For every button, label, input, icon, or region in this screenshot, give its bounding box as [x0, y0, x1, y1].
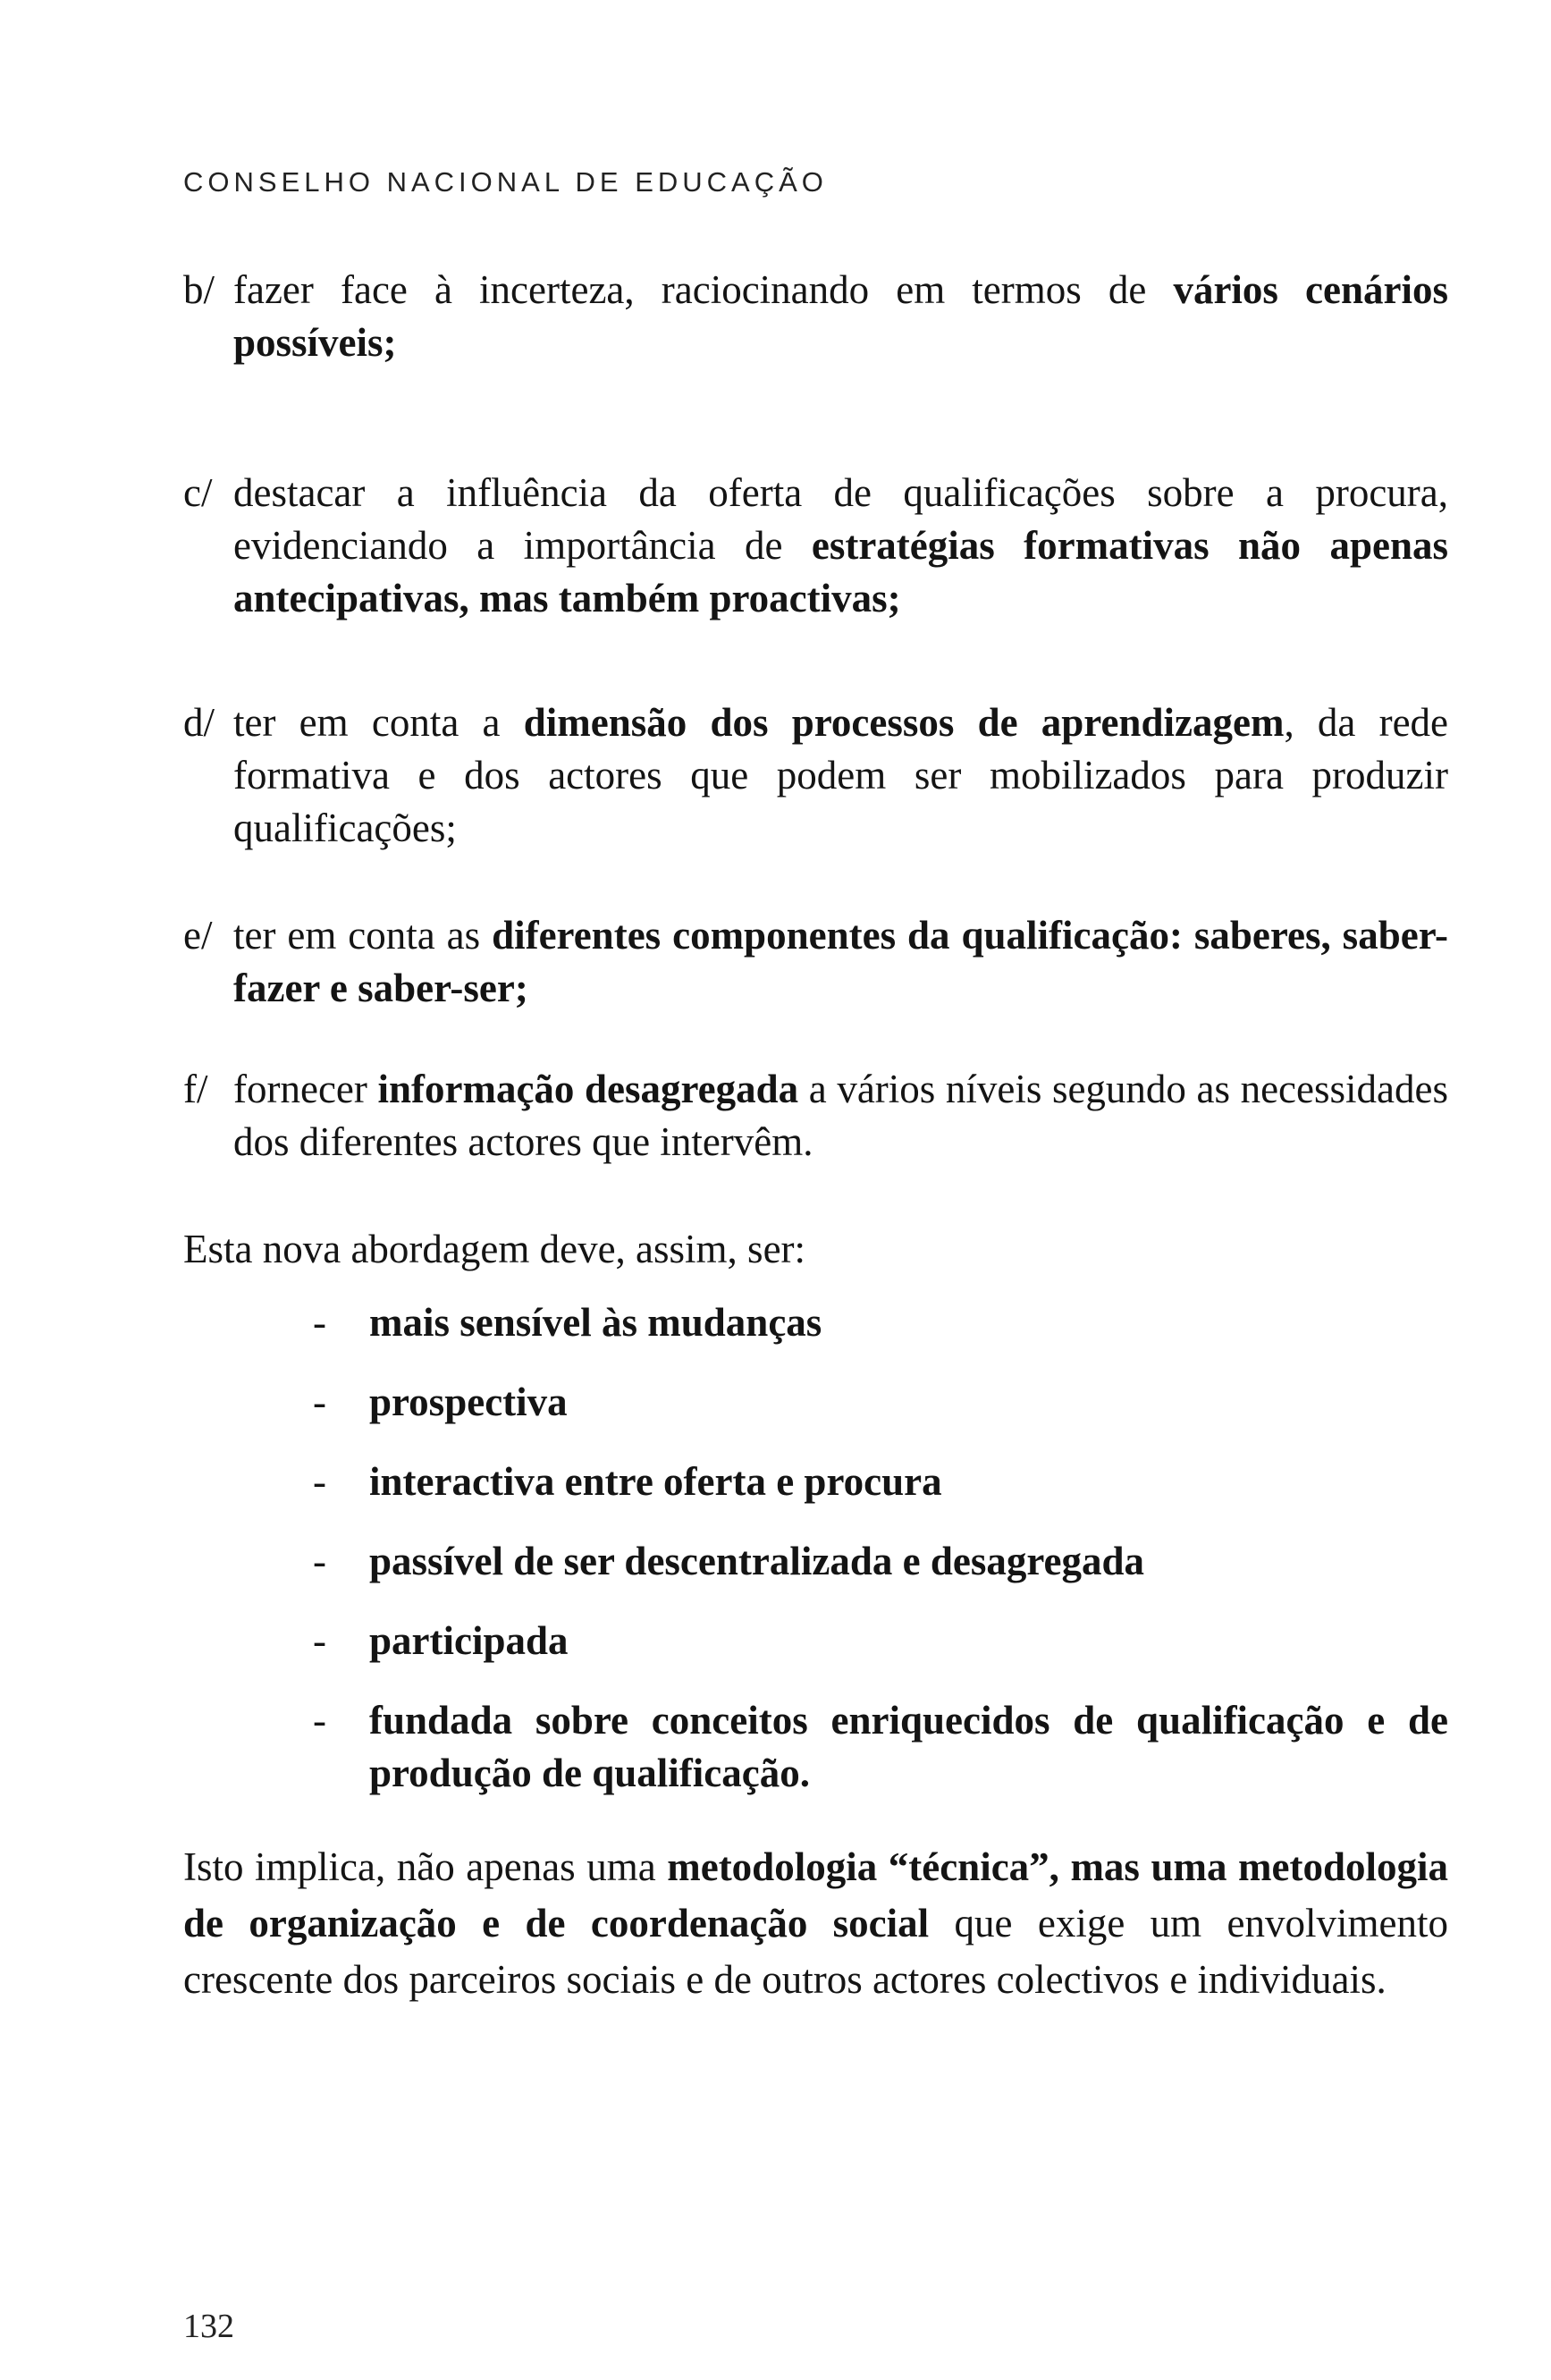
bullet-item: - prospectiva: [313, 1376, 1448, 1429]
item-text: destacar a influência da oferta de qualificações sobre a procura, evidenciando a importância de estratégias formativas não apenas antecipativas, mas também proactivas;: [233, 470, 1448, 620]
running-header: CONSELHO NACIONAL DE EDUCAÇÃO: [183, 166, 828, 198]
item-label: e/: [183, 913, 213, 958]
page-number: 132: [183, 2308, 234, 2345]
list-item-d: [183, 696, 1448, 855]
bullet-item: - mais sensível às mudanças: [313, 1296, 1448, 1349]
dash-marker: -: [313, 1539, 326, 1583]
dash-marker: -: [313, 1459, 326, 1504]
item-label: d/: [183, 700, 215, 745]
dash-marker: -: [313, 1698, 326, 1743]
dash-marker: -: [313, 1300, 326, 1345]
bullet-item: - passível de ser descentralizada e desagregada: [313, 1535, 1448, 1588]
list-item-f: [183, 1063, 1448, 1169]
item-label: f/: [183, 1067, 208, 1111]
intro-paragraph: Esta nova abordagem deve, assim, ser:: [183, 1227, 806, 1271]
bullet-item: - fundada sobre conceitos enriquecidos de qualificação e de produção de qualificação.: [313, 1694, 1448, 1800]
item-text: fazer face à incerteza, raciocinando em termos de vários cenários possíveis;: [233, 267, 1448, 365]
bullet-item: - interactiva entre oferta e procura: [313, 1456, 1448, 1508]
item-label: b/: [183, 267, 215, 312]
dash-marker: -: [313, 1618, 326, 1663]
item-label: c/: [183, 470, 213, 515]
item-text: fornecer informação desagregada a vários níveis segundo as necessidades dos diferentes actores que intervêm.: [233, 1067, 1448, 1164]
item-text: ter em conta as diferentes componentes da qualificação: saberes, saber-fazer e saber-ser;: [233, 913, 1448, 1010]
list-item-c: [183, 467, 1448, 625]
list-item-b: [183, 264, 1448, 369]
bullet-item: - participada: [313, 1615, 1448, 1667]
item-text: ter em conta a dimensão dos processos de aprendizagem, da rede formativa e dos actores que podem ser mobilizados para produzir qualificações;: [233, 700, 1449, 850]
bullet-list: [313, 1296, 1448, 1827]
closing-paragraph: Isto implica, não apenas uma metodologia “técnica”, mas uma metodologia de organização e de coordenação social que exige um envolvimento crescente dos parceiros sociais e de outros actores colectivos e individuais.: [183, 1844, 1448, 2002]
dash-marker: -: [313, 1380, 326, 1424]
list-item-e: [183, 909, 1448, 1015]
